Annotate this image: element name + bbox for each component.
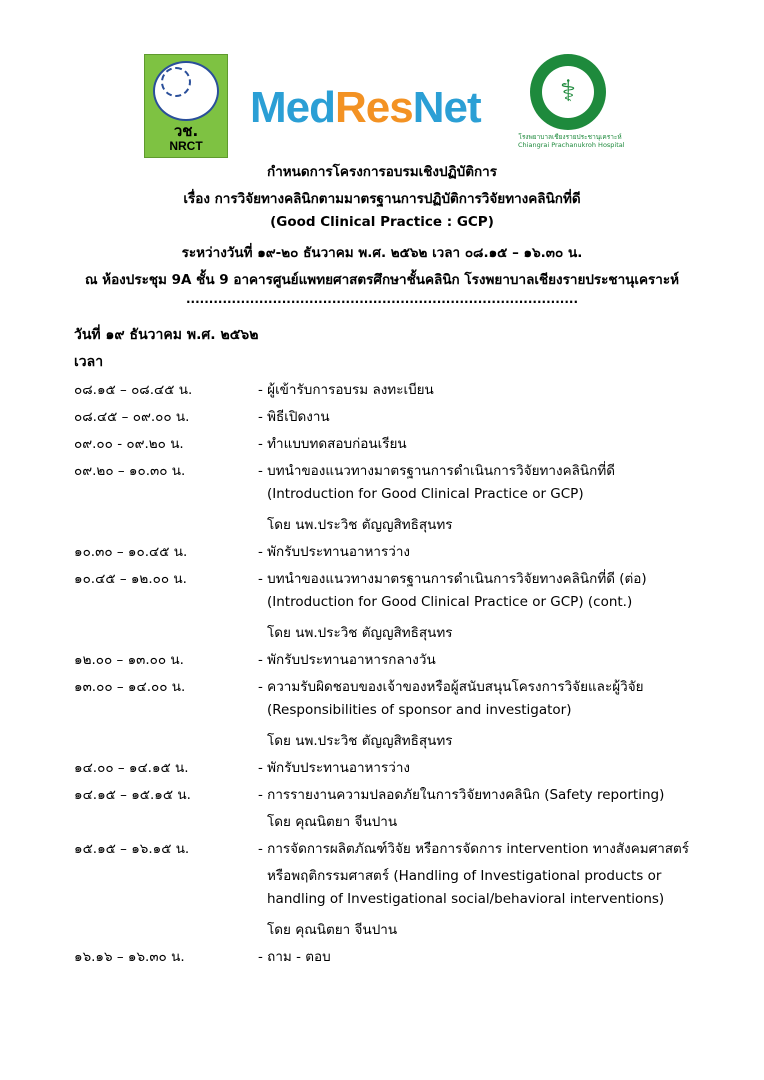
schedule-speaker: โดย นพ.ประวิช ตัญญสิทธิสุนทร — [267, 625, 453, 641]
nrct-logo-thai: วช. — [173, 122, 199, 140]
schedule-speaker: โดย นพ.ประวิช ตัญญสิทธิสุนทร — [267, 517, 453, 533]
schedule-activity: - ทำแบบทดสอบก่อนเรียน — [258, 436, 407, 452]
medresnet-logo-net: Net — [412, 83, 481, 132]
schedule-time: ๑๐.๔๕ – ๑๒.๐๐ น. — [74, 571, 187, 587]
schedule-speaker: โดย คุณนิตยา จีนปาน — [267, 922, 398, 938]
schedule-activity-english: handling of Investigational social/behavioral interventions) — [267, 891, 665, 907]
schedule-time: ๑๕.๑๕ – ๑๖.๑๕ น. — [74, 841, 190, 857]
schedule-activity-continued: หรือพฤติกรรมศาสตร์ (Handling of Investigational products or — [267, 868, 662, 884]
schedule-time: ๑๖.๑๖ – ๑๖.๓๐ น. — [74, 949, 185, 965]
nrct-seal-emblem-icon — [161, 67, 191, 97]
title-line: กำหนดการโครงการอบรมเชิงปฏิบัติการ — [267, 164, 497, 180]
schedule-time: ๑๓.๐๐ – ๑๔.๐๐ น. — [74, 679, 186, 695]
schedule-speaker: โดย คุณนิตยา จีนปาน — [267, 814, 398, 830]
schedule-activity: - พักรับประทานอาหารว่าง — [258, 760, 411, 776]
schedule-time: ๑๔.๐๐ – ๑๔.๑๕ น. — [74, 760, 189, 776]
medresnet-logo — [250, 82, 481, 134]
schedule-speaker: โดย นพ.ประวิช ตัญญสิทธิสุนทร — [267, 733, 453, 749]
divider: ...................................................................................... — [185, 292, 579, 306]
schedule-activity: - บทนำของแนวทางมาตรฐานการดำเนินการวิจัยทางคลินิกที่ดี (ต่อ) — [258, 571, 647, 587]
schedule-time: ๐๘.๔๕ – ๐๙.๐๐ น. — [74, 409, 190, 425]
schedule-activity: - บทนำของแนวทางมาตรฐานการดำเนินการวิจัยทางคลินิกที่ดี — [258, 463, 615, 479]
caduceus-icon: ⚕ — [559, 74, 577, 109]
day-heading: วันที่ ๑๙ ธันวาคม พ.ศ. ๒๕๖๒ — [74, 327, 259, 343]
medresnet-logo-res: Res — [335, 83, 413, 132]
medresnet-logo-med: Med — [250, 83, 335, 132]
schedule-activity-english: (Introduction for Good Clinical Practice or GCP) — [267, 486, 584, 502]
schedule-time: ๑๔.๑๕ – ๑๕.๑๕ น. — [74, 787, 191, 803]
schedule-activity: - ผู้เข้ารับการอบรม ลงทะเบียน — [258, 382, 434, 398]
schedule-time: ๐๙.๐๐ - ๐๙.๒๐ น. — [74, 436, 184, 452]
schedule-activity: - ความรับผิดชอบของเจ้าของหรือผู้สนับสนุนโครงการวิจัยและผู้วิจัย — [258, 679, 644, 695]
date-line: ระหว่างวันที่ ๑๙-๒๐ ธันวาคม พ.ศ. ๒๕๖๒ เวลา ๐๘.๑๕ – ๑๖.๓๐ น. — [181, 245, 583, 261]
schedule-activity-english: (Responsibilities of sponsor and investigator) — [267, 702, 572, 718]
schedule-activity: - พักรับประทานอาหารกลางวัน — [258, 652, 436, 668]
time-heading: เวลา — [74, 354, 104, 370]
moph-caption-thai: โรงพยาบาลเชียงรายประชานุเคราะห์ — [518, 133, 622, 141]
schedule-time: ๑๒.๐๐ – ๑๓.๐๐ น. — [74, 652, 184, 668]
moph-logo — [518, 52, 625, 152]
schedule-activity: - พักรับประทานอาหารว่าง — [258, 544, 411, 560]
schedule-activity: - พิธีเปิดงาน — [258, 409, 330, 425]
schedule-time: ๐๘.๑๕ – ๐๘.๔๕ น. — [74, 382, 193, 398]
nrct-logo — [144, 54, 228, 158]
schedule-activity-english: (Introduction for Good Clinical Practice or GCP) (cont.) — [267, 594, 633, 610]
nrct-logo-en: NRCT — [169, 139, 203, 153]
subject-line: เรื่อง การวิจัยทางคลินิกตามมาตรฐานการปฏิบัติการวิจัยทางคลินิกที่ดี — [183, 191, 581, 207]
schedule-activity: - ถาม - ตอบ — [258, 949, 331, 965]
schedule-time: ๐๙.๒๐ – ๑๐.๓๐ น. — [74, 463, 186, 479]
schedule-activity: - การรายงานความปลอดภัยในการวิจัยทางคลินิก (Safety reporting) — [258, 787, 665, 803]
schedule-time: ๑๐.๓๐ – ๑๐.๔๕ น. — [74, 544, 188, 560]
moph-caption-en: Chiangrai Prachanukroh Hospital — [518, 141, 625, 149]
venue-line: ณ ห้องประชุม 9A ชั้น 9 อาคารศูนย์แพทยศาสตรศึกษาชั้นคลินิก โรงพยาบาลเชียงรายประชานุเคราะห์ — [84, 272, 680, 288]
subject-english: (Good Clinical Practice : GCP) — [270, 214, 494, 230]
schedule-activity: - การจัดการผลิตภัณฑ์วิจัย หรือการจัดการ intervention ทางสังคมศาสตร์ — [258, 841, 690, 857]
